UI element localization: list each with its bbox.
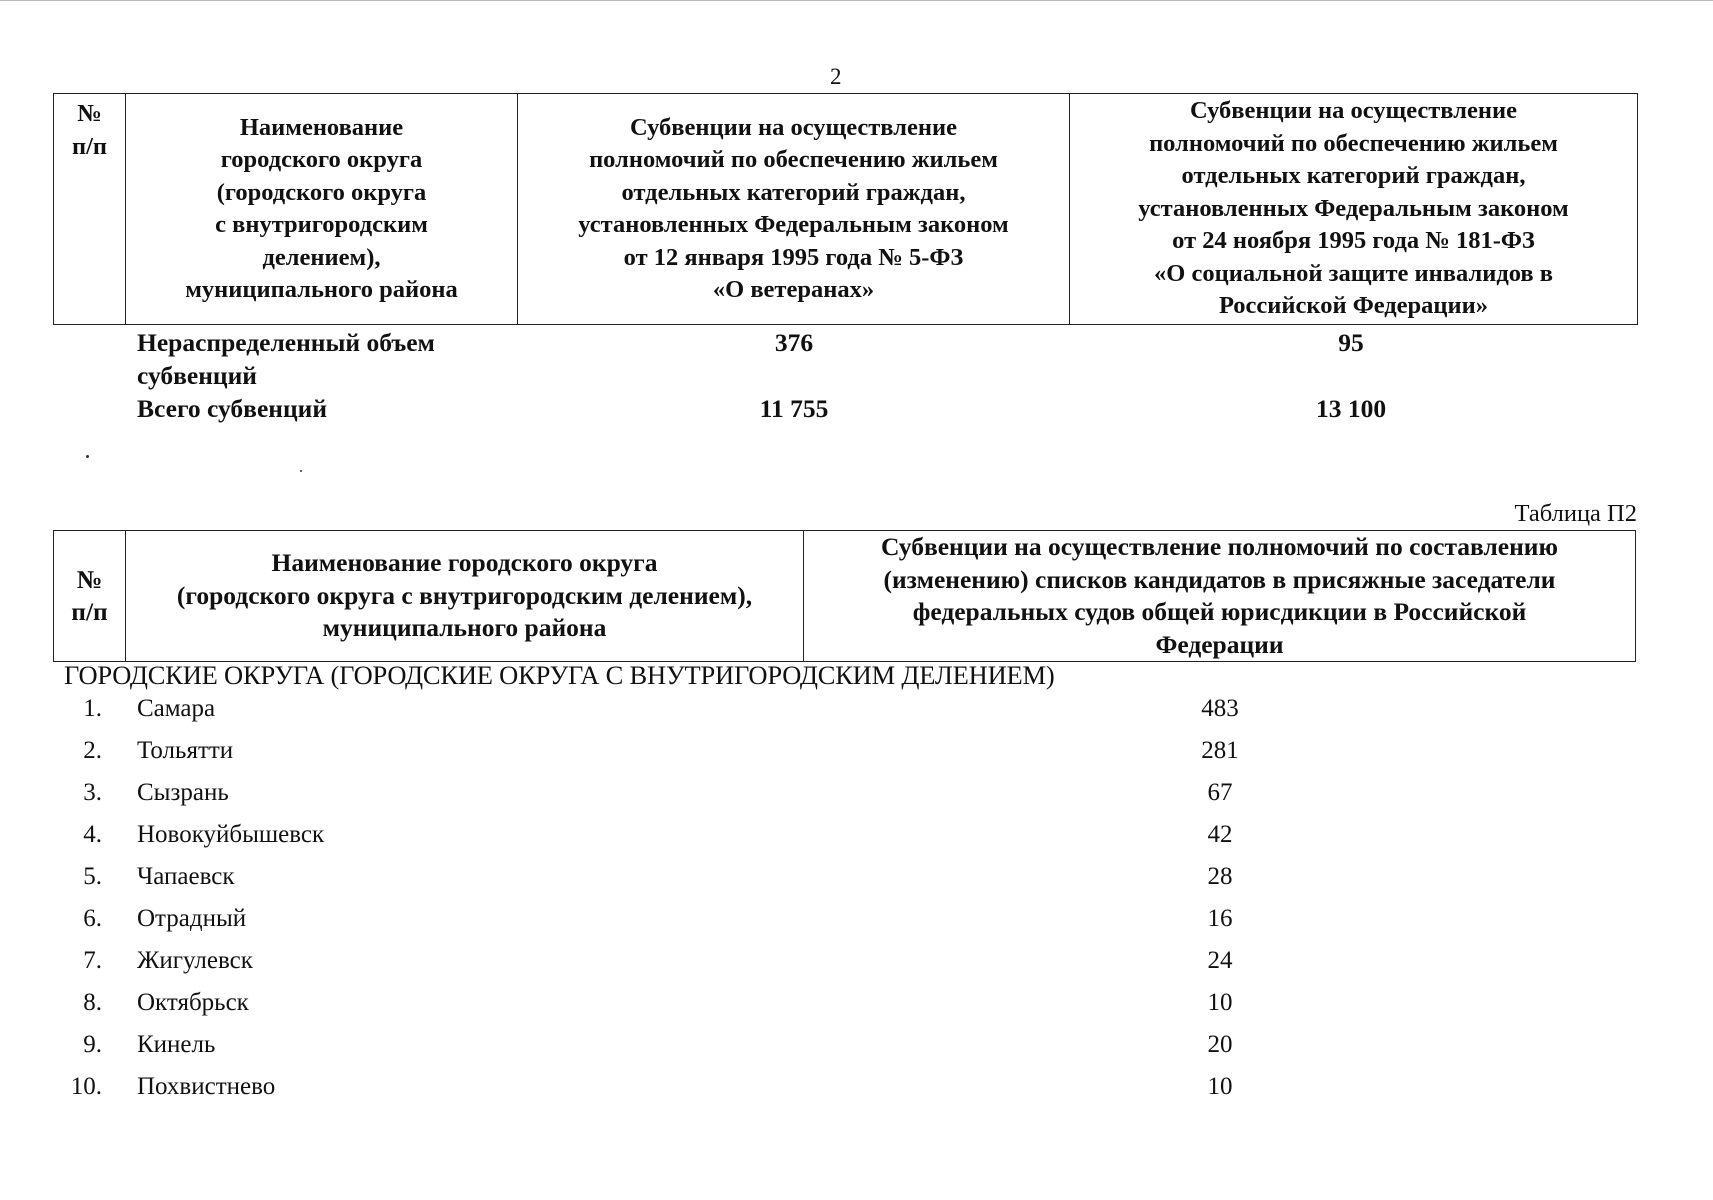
row-number: 8. <box>83 989 102 1016</box>
unallocated-veterans-value: 376 <box>774 328 814 357</box>
municipality-name: Самара <box>137 695 216 722</box>
table2-caption: Таблица П2 <box>1514 500 1637 527</box>
municipality-name: Кинель <box>137 1031 216 1058</box>
subvention-value: 483 <box>1201 695 1239 722</box>
row-number: 1. <box>83 695 102 722</box>
table-row <box>0 1073 1713 1115</box>
subvention-value: 28 <box>1207 863 1233 890</box>
subvention-value: 42 <box>1207 821 1233 848</box>
row-number: 5. <box>83 863 102 890</box>
municipality-name: Похвистнево <box>137 1073 276 1100</box>
municipality-name: Сызрань <box>137 779 229 806</box>
row-number: 2. <box>83 737 102 764</box>
subvention-value: 16 <box>1207 905 1233 932</box>
table1-header <box>53 93 1638 325</box>
table-row <box>0 737 1713 779</box>
subvention-value: 10 <box>1207 989 1233 1016</box>
page-number: 2 <box>830 64 842 89</box>
subvention-value: 20 <box>1207 1031 1233 1058</box>
section-title: ГОРОДСКИЕ ОКРУГА (ГОРОДСКИЕ ОКРУГА С ВНУТРИГОРОДСКИМ ДЕЛЕНИЕМ) <box>64 660 1055 690</box>
table1-header-veterans: Субвенции на осуществление полномочий по обеспечению жильем отдельных категорий граждан, установленных Федеральным законом от 12 января 1995 года № 5-ФЗ «О ветеранах» <box>518 94 1070 325</box>
table2-header <box>53 530 1636 662</box>
table-row <box>0 989 1713 1031</box>
unallocated-label: Нераспределенный объем субвенций <box>137 328 435 390</box>
table2-header-name: Наименование городского округа (городского округа с внутригородским делением), муниципального района <box>126 531 804 662</box>
subvention-value: 24 <box>1207 947 1233 974</box>
municipality-name: Тольятти <box>137 737 234 764</box>
table-row <box>0 779 1713 821</box>
total-label: Всего субвенций <box>137 394 328 423</box>
total-disabled-value: 13 100 <box>1315 394 1387 423</box>
municipality-name: Октябрьск <box>137 989 249 1016</box>
scan-speck <box>300 470 302 472</box>
table-row <box>0 947 1713 989</box>
table-row <box>0 1031 1713 1073</box>
table1-header-name: Наименование городского округа (городского округа с внутригородским делением), муниципального района <box>126 94 518 325</box>
row-number: 3. <box>83 779 102 806</box>
unallocated-disabled-value: 95 <box>1338 328 1364 357</box>
row-number: 10. <box>70 1073 102 1100</box>
table-row <box>0 821 1713 863</box>
table2-header-subventions: Субвенции на осуществление полномочий по составлению (изменению) списков кандидатов в присяжные заседатели федеральных судов общей юрисдикции в Российской Федерации <box>804 531 1636 662</box>
table1-header-disabled: Субвенции на осуществление полномочий по обеспечению жильем отдельных категорий граждан, установленных Федеральным законом от 24 ноября 1995 года № 181-ФЗ «О социальной защите инвалидов в Российской Федерации» <box>1070 94 1638 325</box>
table1-header-number: № п/п <box>54 94 126 325</box>
row-number: 7. <box>83 947 102 974</box>
table-row <box>0 905 1713 947</box>
subvention-value: 10 <box>1207 1073 1233 1100</box>
municipality-name: Чапаевск <box>137 863 235 890</box>
row-number: 9. <box>83 1031 102 1058</box>
table-row <box>0 695 1713 737</box>
total-veterans-value: 11 755 <box>759 394 829 423</box>
municipality-name: Новокуйбышевск <box>137 821 325 848</box>
subvention-value: 281 <box>1201 737 1239 764</box>
municipality-name: Жигулевск <box>137 947 253 974</box>
table-row <box>0 863 1713 905</box>
row-number: 4. <box>83 821 102 848</box>
row-number: 6. <box>83 905 102 932</box>
page-top-rule <box>0 0 1713 1</box>
subvention-value: 67 <box>1207 779 1233 806</box>
table2-header-number: № п/п <box>54 531 126 662</box>
municipality-name: Отрадный <box>137 905 247 932</box>
scan-speck <box>86 455 89 458</box>
